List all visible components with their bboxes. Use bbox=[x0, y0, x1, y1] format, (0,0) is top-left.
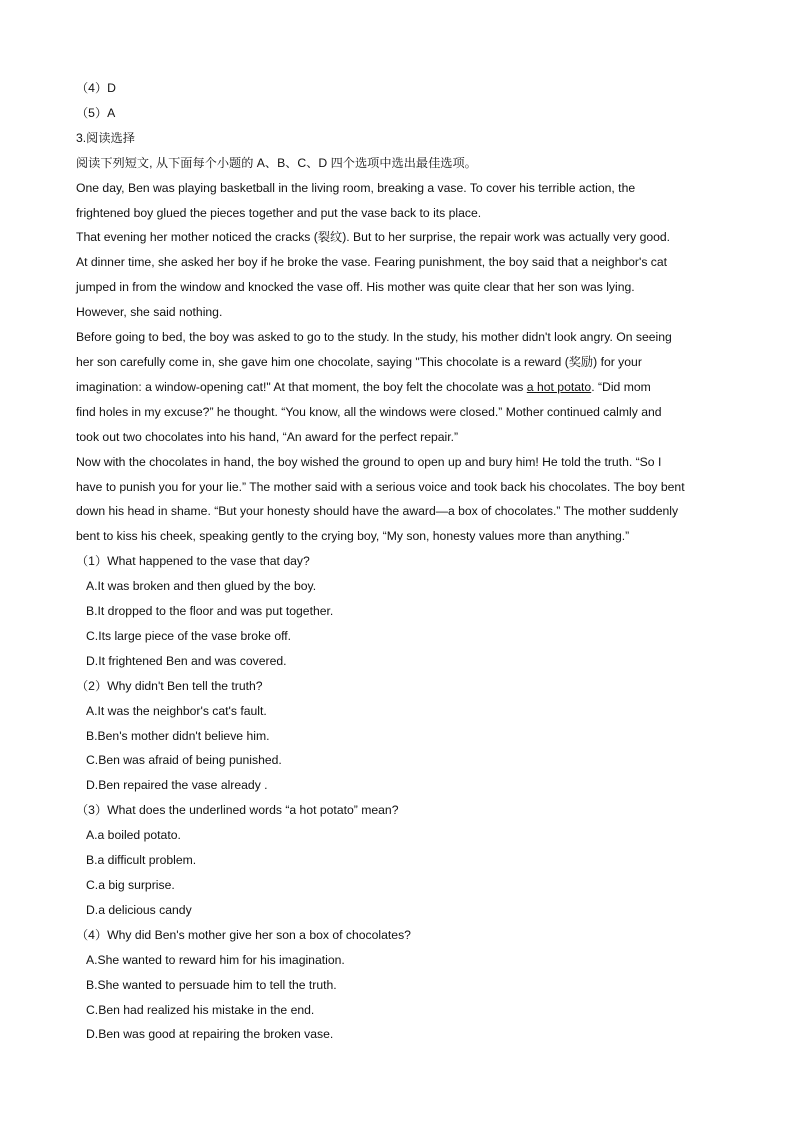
passage-line: frightened boy glued the pieces together and put the vase back to its place. bbox=[76, 205, 482, 220]
option-c: C.a big surprise. bbox=[86, 878, 175, 892]
question-stem: （1）What happened to the vase that day? bbox=[76, 554, 310, 569]
instruction-text: 阅读下列短文, 从下面每个小题的 A、B、C、D 四个选项中选出最佳选项。 bbox=[76, 155, 477, 170]
option-b: B.It dropped to the floor and was put together. bbox=[86, 604, 334, 619]
passage-text: imagination: a window-opening cat!" At that moment, the boy felt the chocolate was bbox=[76, 379, 527, 394]
passage-line: bent to kiss his cheek, speaking gently to the crying boy, “My son, honesty values more than anything.” bbox=[76, 529, 630, 544]
question-1 bbox=[76, 549, 726, 674]
option-c: C.Its large piece of the vase broke off. bbox=[86, 628, 292, 643]
question-stem: （4）Why did Ben's mother give her son a box of chocolates? bbox=[76, 927, 411, 942]
passage-line bbox=[76, 375, 726, 400]
passage-line: her son carefully come in, she gave him one chocolate, saying "This chocolate is a reward (奖励) for your bbox=[76, 354, 642, 369]
option-a: A.It was the neighbor's cat's fault. bbox=[86, 703, 267, 718]
passage-line: One day, Ben was playing basketball in the living room, breaking a vase. To cover his terrible action, the bbox=[76, 180, 636, 195]
passage-line: find holes in my excuse?” he thought. “You know, all the windows were closed.” Mother continued calmly and bbox=[76, 404, 662, 419]
question-2 bbox=[76, 674, 726, 799]
document-content bbox=[76, 76, 726, 1047]
option-d: D.It frightened Ben and was covered. bbox=[86, 653, 287, 668]
passage-line: At dinner time, she asked her boy if he broke the vase. Fearing punishment, the boy said that a neighbor's cat bbox=[76, 255, 668, 270]
question-stem: （2）Why didn't Ben tell the truth? bbox=[76, 678, 263, 693]
passage-line: That evening her mother noticed the cracks (裂纹). But to her surprise, the repair work was actually very good. bbox=[76, 230, 671, 245]
option-b: B.She wanted to persuade him to tell the truth. bbox=[86, 977, 337, 992]
question-stem: （3）What does the underlined words “a hot potato” mean? bbox=[76, 803, 399, 818]
underlined-phrase: a hot potato bbox=[526, 379, 592, 394]
passage-line: jumped in from the window and knocked the vase off. His mother was quite clear that her son was lying. bbox=[76, 280, 635, 295]
passage-line: down his head in shame. “But your honesty should have the award—a box of chocolates.” The mother suddenly bbox=[76, 504, 679, 519]
option-c: C.Ben had realized his mistake in the end. bbox=[86, 1002, 315, 1017]
question-3 bbox=[76, 798, 726, 923]
question-4 bbox=[76, 923, 726, 1048]
option-b: B.a difficult problem. bbox=[86, 853, 197, 868]
option-a: A.She wanted to reward him for his imagination. bbox=[86, 952, 345, 967]
passage-line: However, she said nothing. bbox=[76, 305, 223, 320]
passage-line: Now with the chocolates in hand, the boy wished the ground to open up and bury him! He told the truth. “So I bbox=[76, 454, 662, 469]
option-d: D.Ben repaired the vase already . bbox=[86, 778, 268, 793]
option-d: D.a delicious candy bbox=[86, 902, 192, 917]
passage-line: have to punish you for your lie.” The mother said with a serious voice and took back his chocolates. The boy bent bbox=[76, 479, 685, 494]
answer-line: （5）A bbox=[76, 105, 116, 120]
option-c: C.Ben was afraid of being punished. bbox=[86, 753, 282, 768]
reading-passage bbox=[76, 176, 726, 550]
option-d: D.Ben was good at repairing the broken vase. bbox=[86, 1027, 334, 1042]
option-b: B.Ben's mother didn't believe him. bbox=[86, 728, 270, 743]
option-a: A.a boiled potato. bbox=[86, 828, 181, 843]
option-a: A.It was broken and then glued by the boy. bbox=[86, 579, 317, 594]
passage-text: . “Did mom bbox=[591, 379, 651, 394]
section-title: 3.阅读选择 bbox=[76, 130, 135, 145]
answer-line: （4）D bbox=[76, 81, 116, 95]
passage-line: Before going to bed, the boy was asked to go to the study. In the study, his mother didn't look angry. On seeing bbox=[76, 330, 672, 345]
passage-line: took out two chocolates into his hand, “An award for the perfect repair.” bbox=[76, 429, 459, 444]
